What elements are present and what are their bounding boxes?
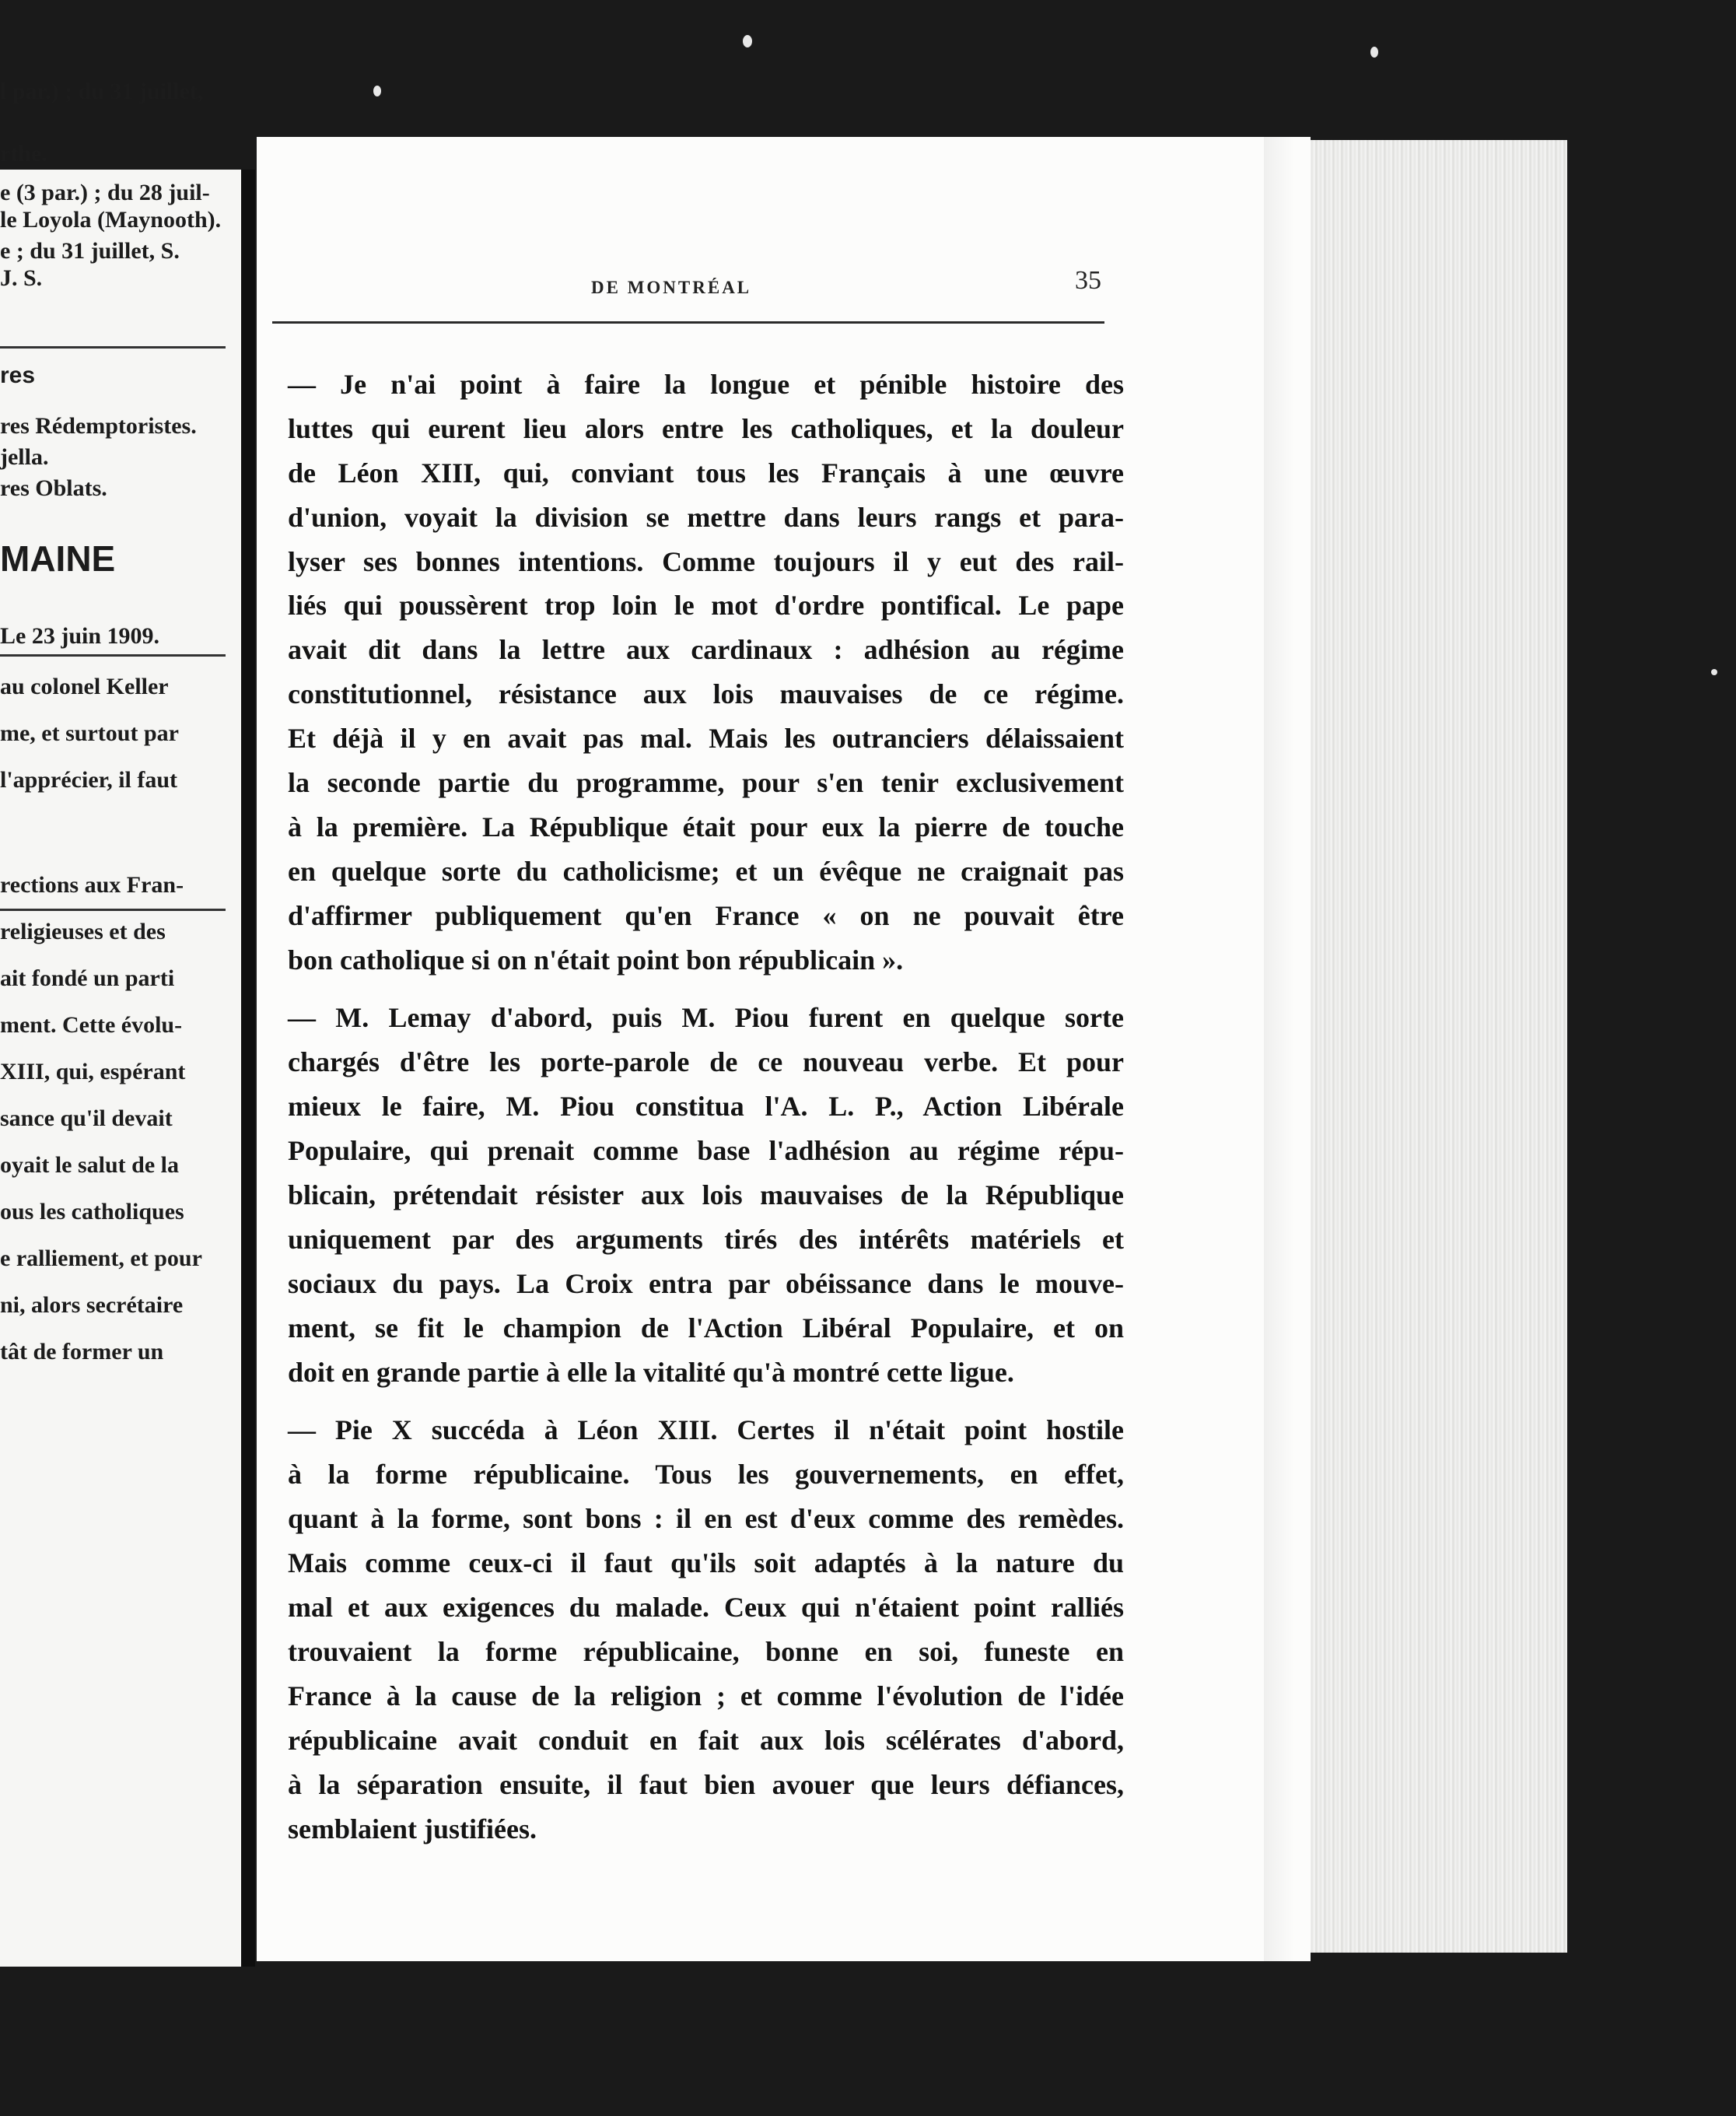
dust-speck <box>373 86 381 96</box>
page-number: 35 <box>1075 266 1101 295</box>
left-page-line: res Oblats. <box>0 475 107 501</box>
body-text <box>288 363 1124 1851</box>
paragraph <box>288 1408 1124 1851</box>
left-page-line: e ralliement, et pour <box>0 1245 202 1271</box>
left-page-line: e ; du 31 juillet, S. <box>0 238 180 264</box>
left-page-line: ous les catholiques <box>0 1199 184 1224</box>
text-line: — M. Lemay d'abord, puis M. Piou furent en quelque sorte <box>288 1002 1124 1034</box>
text-line: ment, se fit le champion de l'Action Libéral Populaire, et on <box>288 1312 1124 1344</box>
left-page-line: l par.) ; du 31 juillet, <box>0 79 204 104</box>
left-page-line: res <box>0 363 36 388</box>
text-line: luttes qui eurent lieu alors entre les catholiques, et la douleur <box>288 412 1124 444</box>
text-line: mal et aux exigences du malade. Ceux qui n'étaient point ralliés <box>288 1592 1124 1624</box>
text-line: uniquement par des arguments tirés des intérêts matériels et <box>288 1223 1124 1255</box>
text-line: républicaine avait conduit en fait aux lois scélérates d'abord, <box>288 1724 1124 1756</box>
left-page-line: ment. Cette évolu- <box>0 1012 183 1038</box>
text-line: la seconde partie du programme, pour s'en tenir exclusivement <box>288 767 1124 799</box>
left-page <box>0 79 241 1967</box>
left-page-line: religieuses et des <box>0 919 166 944</box>
text-line: sociaux du pays. La Croix entra par obéissance dans le mouve- <box>288 1267 1124 1299</box>
left-page-line: tât de former un <box>0 1339 164 1365</box>
left-page-line: MAINE <box>0 538 116 579</box>
text-line: de Léon XIII, qui, conviant tous les Français à une œuvre <box>288 457 1124 489</box>
text-line: liés qui poussèrent trop loin le mot d'ordre pontifical. Le pape <box>288 590 1124 622</box>
text-line: trouvaient la forme républicaine, bonne en soi, funeste en <box>288 1635 1124 1667</box>
left-page-line: e (3 par.) ; du 28 juil- <box>0 180 210 205</box>
text-line: Et déjà il y en avait pas mal. Mais les outranciers délaissaient <box>288 723 1124 755</box>
text-line: — Je n'ai point à faire la longue et pénible histoire des <box>288 369 1124 400</box>
left-page-line: rections aux Fran- <box>0 872 184 898</box>
text-line: France à la cause de la religion ; et comme l'évolution de l'idée <box>288 1680 1124 1711</box>
left-page-line: le Loyola (Maynooth). <box>0 207 222 233</box>
text-line: à la première. La République était pour eux la pierre de touche <box>288 811 1124 843</box>
header-rule <box>272 321 1104 324</box>
paragraph-gap <box>288 982 1124 996</box>
text-line: quant à la forme, sont bons : il en est d'eux comme des remèdes. <box>288 1503 1124 1535</box>
book-gutter <box>241 170 255 1967</box>
text-line: semblaient justifiées. <box>288 1813 537 1844</box>
text-line: — Pie X succéda à Léon XIII. Certes il n'était point hostile <box>288 1414 1124 1446</box>
dust-speck <box>743 35 752 47</box>
left-page-line: jella. <box>0 444 49 470</box>
text-line: en quelque sorte du catholicisme; et un évêque ne craignait pas <box>288 855 1124 887</box>
paragraph <box>288 363 1124 982</box>
left-page-line: rthe. <box>0 141 47 166</box>
dust-speck <box>1370 47 1378 58</box>
text-line: constitutionnel, résistance aux lois mauvaises de ce régime. <box>288 678 1124 710</box>
left-page-line: au colonel Keller <box>0 674 169 699</box>
page-edges <box>1276 140 1567 1953</box>
text-line: doit en grande partie à elle la vitalité qu'à montré cette ligue. <box>288 1356 1014 1388</box>
dust-speck <box>1711 669 1717 675</box>
text-line: à la forme républicaine. Tous les gouvernements, en effet, <box>288 1459 1124 1491</box>
left-page-line: oyait le salut de la <box>0 1152 179 1178</box>
left-page-line: l'apprécier, il faut <box>0 767 178 793</box>
text-line: d'affirmer publiquement qu'en France « on ne pouvait être <box>288 899 1124 931</box>
text-line: chargés d'être les porte-parole de ce nouveau verbe. Et pour <box>288 1046 1124 1078</box>
left-page-rule <box>0 346 226 349</box>
paragraph <box>288 996 1124 1394</box>
text-line: blicain, prétendait résister aux lois mauvaises de la République <box>288 1179 1124 1211</box>
left-page-line: me, et surtout par <box>0 720 179 746</box>
text-line: bon catholique si on n'était point bon républicain ». <box>288 944 904 976</box>
left-page-line: J. S. <box>0 265 43 291</box>
paragraph-gap <box>288 1394 1124 1408</box>
left-page-line: XIII, qui, espérant <box>0 1059 186 1084</box>
text-line: d'union, voyait la division se mettre dans leurs rangs et para- <box>288 501 1124 533</box>
left-page-line: sance qu'il devait <box>0 1105 173 1131</box>
left-page-line: ait fondé un parti <box>0 965 175 991</box>
page-edge-shadow <box>1264 137 1295 1961</box>
text-line: à la séparation ensuite, il faut bien avouer que leurs défiances, <box>288 1768 1124 1800</box>
left-page-line: res Rédemptoristes. <box>0 413 197 439</box>
left-page-line: ni, alors secrétaire <box>0 1292 184 1318</box>
text-line: Mais comme ceux-ci il faut qu'ils soit adaptés à la nature du <box>288 1547 1124 1579</box>
left-page-line: Le 23 juin 1909. <box>0 623 160 649</box>
text-line: lyser ses bonnes intentions. Comme toujours il y eut des rail- <box>288 545 1124 577</box>
text-line: avait dit dans la lettre aux cardinaux : adhésion au régime <box>288 634 1124 666</box>
text-line: Populaire, qui prenait comme base l'adhésion au régime répu- <box>288 1135 1124 1167</box>
running-head: DE MONTRÉAL <box>591 278 752 297</box>
text-line: mieux le faire, M. Piou constitua l'A. L. P., Action Libérale <box>288 1091 1124 1123</box>
